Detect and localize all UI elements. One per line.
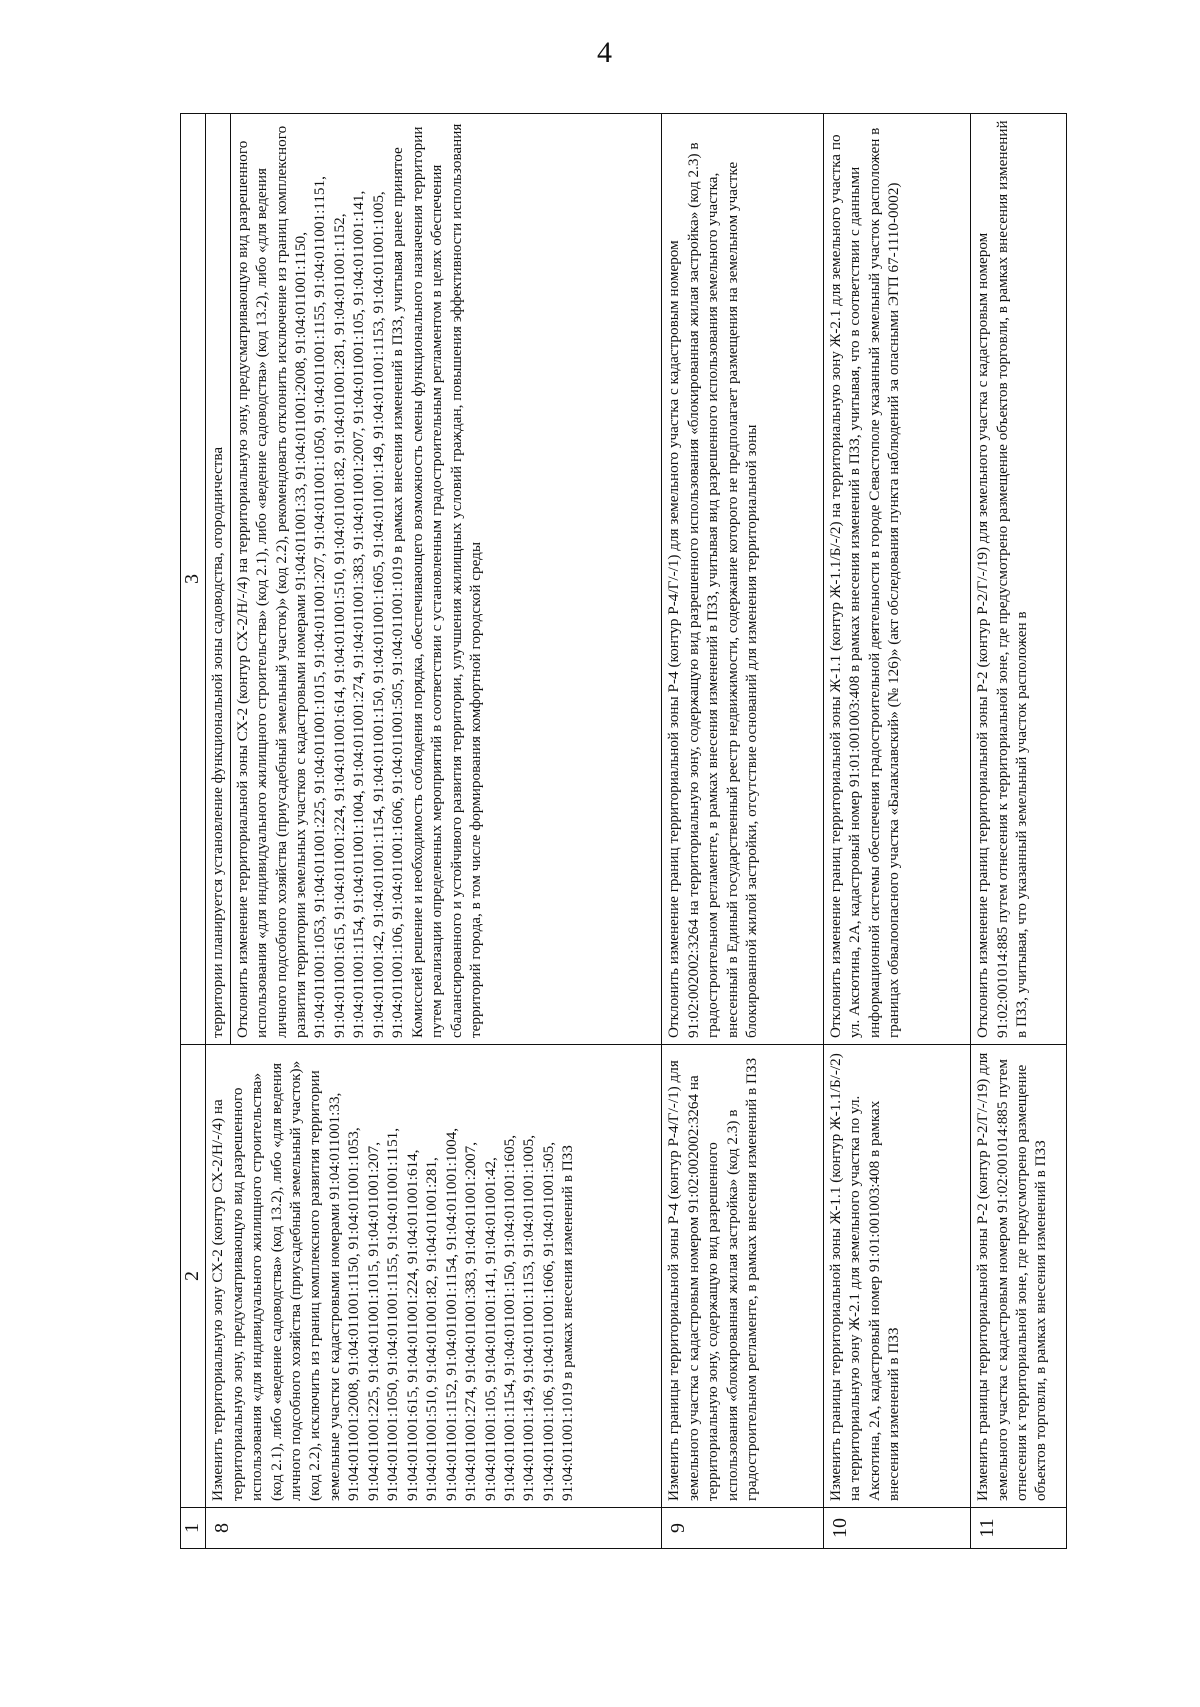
row-number: 10 [823, 1508, 970, 1549]
decision-cell: Отклонить изменение границ территориальной зоны Р-4 (контур Р-4/Г/-/1) для земельного участка с кадастровым номером 91:02:002002:3264 на территориальную зону, содержащую вид разрешенного использования «блокированная жилая застройка» (код 2.3) в градостроительном регламенте, в рамках внесения изменений в ПЗЗ, учитывая вид разрешенного использования земельного участка, внесенный в Единый государственный реестр недвижимости, содержание которого не предполагает размещения на земельном участке блокированной жилой застройки, отсутствие оснований для изменения территориальной зоны [662, 114, 823, 1045]
decision-cell [206, 114, 662, 1045]
row-number: 8 [206, 1508, 662, 1549]
decision-text: Отклонить изменение территориальной зоны СХ-2 (контур СХ-2/Н/-/4) на территориальную зону, предусматривающую вид разрешенного использования «для индивидуального жилищного строительства» (код 2.1), либо «ведение садоводства» (код 13.2), либо «для ведения личного подсобного хозяйства (приусадебный земельный участок)» (код 2.2), рекомендовать отклонить исключение из границ комплексного развития территории земельных участков с кадастровыми номерами 91:04:011001:33, 91:04:011001:2008, 91:04:011001:1150, 91:04:011001:1053, 91:04:011001:225, 91:04:011001:1015, 91:04:011001:207, 91:04:011001:1050, 91:04:011001:1155, 91:04:011001:1151, 91:04:011001:615, 91:04:011001:224, 91:04:011001:614, 91:04:011001:510, 91:04:011001:82, 91:04:011001:281, 91:04:011001:1152, 91:04:011001:1154, 91:04:011001:1004, 91:04:011001:274, 91:04:011001:383, 91:04:011001:2007, 91:04:011001:105, 91:04:011001:141, 91:04:011001:42, 91:04:011001:1154, 91:04:011001:150, 91:04:011001:1605, 91:04:011001:149, 91:04:011001:1153, 91:04:011001:1005, 91:04:011001:106, 91:04:011001:1606, 91:04:011001:505, 91:04:011001:1019 в рамках внесения изменений в ПЗЗ, учитывая ранее принятое Комиссией решение и необходимость соблюдения порядка, обеспечивающего возможность смены функционального назначения территории путем реализации определенных мероприятий в соответствии с установленным градостроительным регламентом в целях обеспечения сбалансированного и устойчивого развития территории, улучшения жилищных условий граждан, повышения эффективности использования территорий города, в том числе формирования комфортной городской среды [233, 123, 485, 1038]
table-row [823, 114, 970, 1549]
row-number: 11 [971, 1508, 1067, 1549]
page-number: 4 [597, 36, 612, 69]
row-divider [230, 114, 231, 1044]
header-col-1: 1 [181, 1508, 206, 1549]
proposal-cell: Изменить границы территориальной зоны Р-4 (контур Р-4/Г/-/1) для земельного участка с кадастровым номером 91:02:002002:3264 на территориальную зону, содержащую вид разрешенного использования «блокированная жилая застройка» (код 2.3) в градостроительном регламенте, в рамках внесения изменений в ПЗЗ [662, 1045, 823, 1508]
proposal-cell: Изменить границы территориальной зоны Р-2 (контур Р-2/Г/-/19) для земельного участка с кадастровым номером 91:02:001014:885 путем отнесения к территориальной зоне, где предусмотрено размещение объектов торговли, в рамках внесения изменений в ПЗЗ [971, 1045, 1067, 1508]
decision-cell: Отклонить изменение границ территориальной зоны Р-2 (контур Р-2/Г/-/19) для земельного участка с кадастровым номером 91:02:001014:885 путем отнесения к территориальной зоне, где предусмотрено размещение объектов торговли, в рамках внесения изменений в ПЗЗ, учитывая, что указанный земельный участок расположен в [971, 114, 1067, 1045]
decisions-table [180, 113, 1067, 1549]
table-row [971, 114, 1067, 1549]
rotated-table-container [180, 114, 1067, 1549]
header-col-2: 2 [181, 1045, 206, 1508]
proposal-cell: Изменить границы территориальной зоны Ж-1.1 (контур Ж-1.1/Б/-/2) на территориальную зону Ж-2.1 для земельного участка по ул. Аксютина, 2А, кадастровый номер 91:01:001003:408 в рамках внесения изменений в ПЗЗ [823, 1045, 970, 1508]
header-col-3: 3 [181, 114, 206, 1045]
proposal-cell [206, 1045, 662, 1508]
proposal-text: Изменить территориальную зону СХ-2 (контур СХ-2/Н/-/4) на территориальную зону, предусматривающую вид разрешенного использования «для индивидуального жилищного строительства» (код 2.1), либо «ведение садоводства» (код 13.2), либо «для ведения личного подсобного хозяйства (приусадебный земельный участок)» (код 2.2), исключить из границ комплексного развития территории земельные участки с кадастровыми номерами 91:04:011001:33, 91:04:011001:2008, 91:04:011001:1150, 91:04:011001:1053, 91:04:011001:225, 91:04:011001:1015, 91:04:011001:207, 91:04:011001:1050, 91:04:011001:1155, 91:04:011001:1151, 91:04:011001:615, 91:04:011001:224, 91:04:011001:614, 91:04:011001:510, 91:04:011001:82, 91:04:011001:281, 91:04:011001:1152, 91:04:011001:1154, 91:04:011001:1004, 91:04:011001:274, 91:04:011001:383, 91:04:011001:2007, 91:04:011001:105, 91:04:011001:141, 91:04:011001:42, 91:04:011001:1154, 91:04:011001:150, 91:04:011001:1605, 91:04:011001:149, 91:04:011001:1153, 91:04:011001:1005, 91:04:011001:106, 91:04:011001:1606, 91:04:011001:505, 91:04:011001:1019 в рамках внесения изменений в ПЗЗ [209, 1060, 577, 1501]
table-row [662, 114, 823, 1549]
carryover-text: территории планируется установление функциональной зоны садоводства, огородничества [209, 446, 227, 1038]
table-row [206, 114, 662, 1549]
decision-cell: Отклонить изменение границ территориальной зоны Ж-1.1 (контур Ж-1.1/Б/-/2) на территориальную зону Ж-2.1 для земельного участка по ул. Аксютина, 2А, кадастровый номер 91:01:001003:408 в рамках внесения изменений в ПЗЗ, учитывая, что в соответствии с данными информационной системы обеспечения градостроительной деятельности в городе Севастополе указанный земельный участок расположен в границах обвалоопасного участка «Балаклавский» (№ 126)» (акт обследования пункта наблюдений за опасными ЭГП 67-1110-0002) [823, 114, 970, 1045]
row-number: 9 [662, 1508, 823, 1549]
table-header-row [181, 114, 206, 1549]
